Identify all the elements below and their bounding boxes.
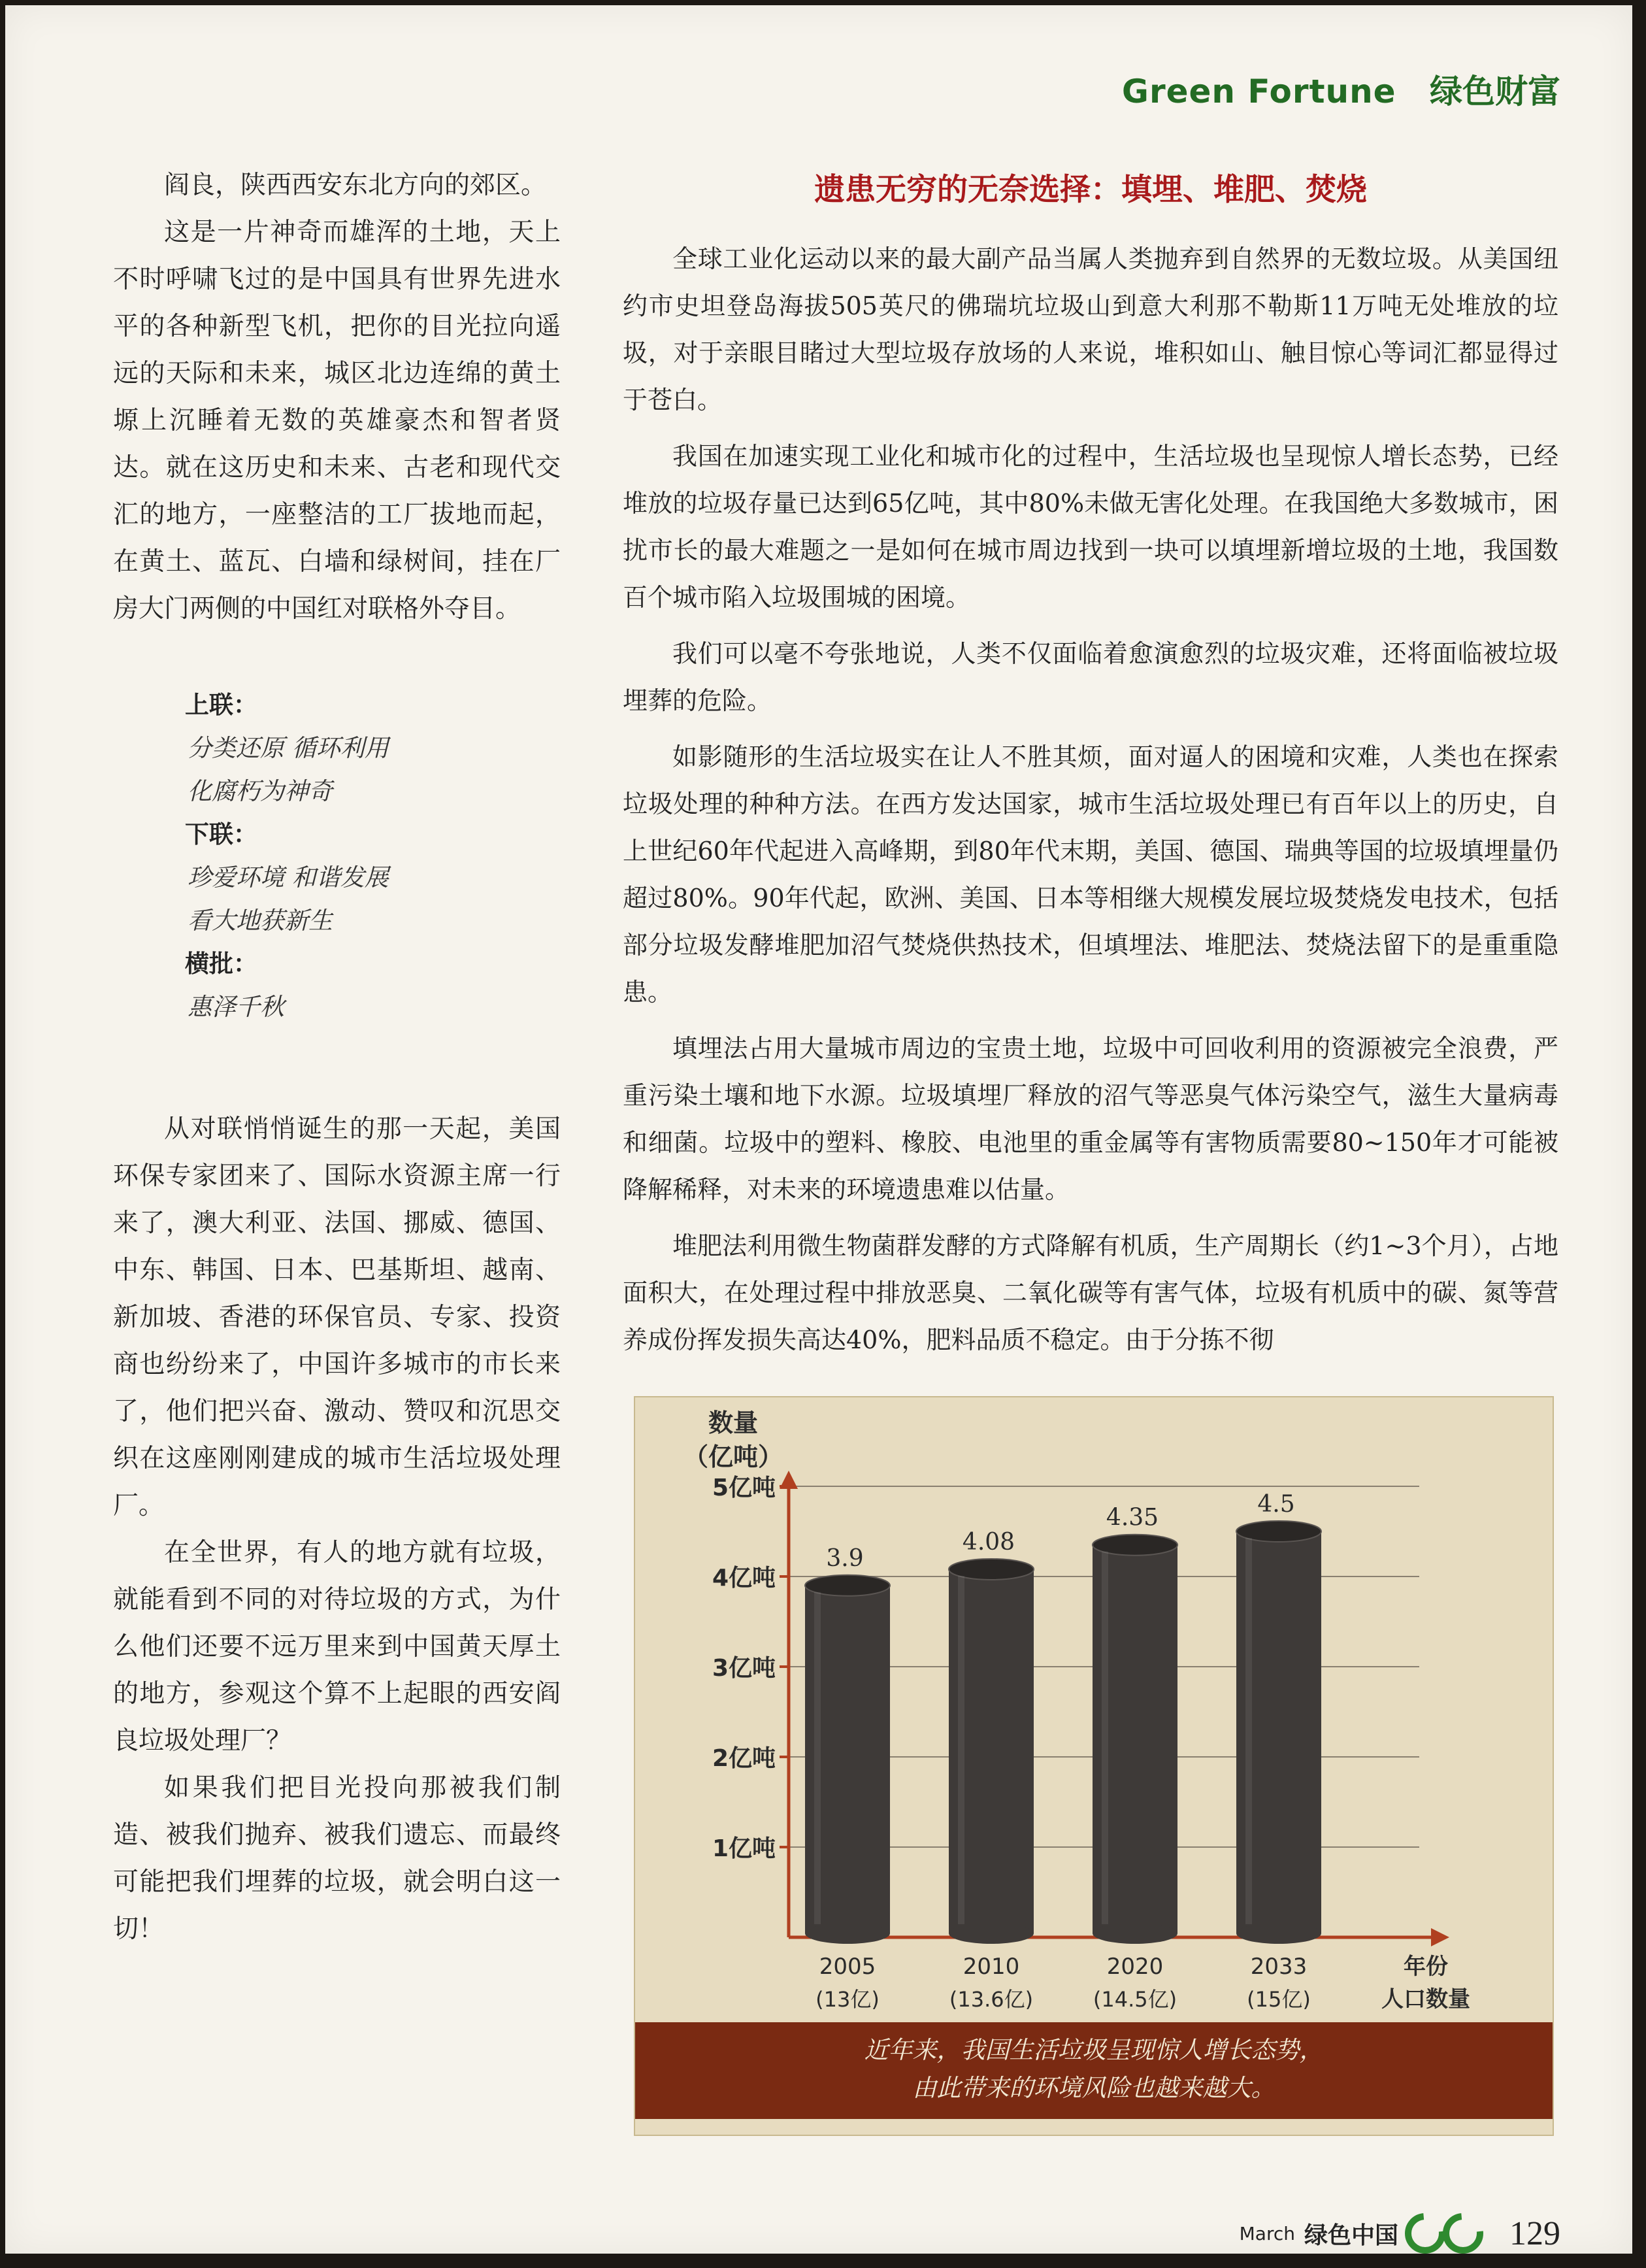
bar-highlight: [814, 1592, 821, 1924]
x-tick-label: 2020: [1106, 1954, 1164, 1980]
y-axis-label-unit: （亿吨）: [683, 1443, 783, 1471]
body-paragraph: 在全世界，有人的地方就有垃圾，就能看到不同的对待垃圾的方式，为什么他们还要不远万里来到中国黄天厚土的地方，参观这个算不上起眼的西安阎良垃圾处理厂？: [113, 1538, 561, 1756]
y-tick-label: 2亿吨: [712, 1745, 776, 1772]
bar-highlight: [1245, 1538, 1252, 1924]
body-paragraph: 从对联悄悄诞生的那一天起，美国环保专家团来了、国际水资源主席一行来了，澳大利亚、法国、挪威、德国、中东、韩国、日本、巴基斯坦、越南、新加坡、香港的环保官员、专家、投资商也纷纷来了，中国许多城市的市长来了，他们把兴奋、激动、赞叹和沉思交织在这座刚刚建成的城市生活垃圾处理厂。: [113, 1114, 561, 1520]
couplet-line: 珍爱环境 和谐发展: [188, 863, 389, 892]
data-label: 4.5: [1257, 1491, 1295, 1518]
x-tick-sublabel: (13亿): [815, 1987, 880, 2012]
data-label: 4.35: [1106, 1504, 1159, 1531]
header-english: Green Fortune: [1121, 73, 1396, 110]
y-tick-label: 4亿吨: [712, 1565, 776, 1592]
y-tick-label: 3亿吨: [712, 1655, 776, 1682]
section-title: 遗患无穷的无奈选择：填埋、堆肥、焚烧: [814, 172, 1367, 208]
caption-line: 近年来，我国生活垃圾呈现惊人增长态势，: [864, 2036, 1324, 2064]
couplet-line: 看大地获新生: [188, 907, 333, 935]
page-footer: [1240, 2213, 1560, 2254]
couplet-lower-label: 下联：: [185, 820, 257, 848]
x-tick-label: 2005: [819, 1954, 876, 1980]
data-label: 4.08: [962, 1528, 1015, 1556]
bar-highlight: [1102, 1552, 1108, 1924]
x-tick-label: 2010: [963, 1954, 1020, 1980]
data-label: 3.9: [826, 1544, 864, 1572]
bar-base: [949, 1923, 1034, 1944]
y-axis-arrow: [780, 1471, 798, 1489]
left-column: [113, 162, 561, 1953]
x-tick-label: 2033: [1250, 1954, 1308, 1980]
body-paragraph: 填埋法占用大量城市周边的宝贵土地，垃圾中可回收利用的资源被完全浪费，严重污染土壤和地下水源。垃圾填埋厂释放的沼气等恶臭气体污染空气，滋生大量病毒和细菌。垃圾中的塑料、橡胶、电池里的重金属等有害物质需要80~150年才可能被降解稀释，对未来的环境遗患难以估量。: [623, 1034, 1558, 1204]
couplet-upper-label: 上联：: [185, 691, 257, 719]
footer-magazine-name: 绿色中国: [1304, 2222, 1398, 2249]
body-paragraph: 堆肥法利用微生物菌群发酵的方式降解有机质，生产周期长（约1~3个月），占地面积大，在处理过程中排放恶臭、二氧化碳等有害气体，垃圾有机质中的碳、氮等营养成份挥发损失高达40%，肥料品质不稳定。由于分拣不彻: [623, 1231, 1558, 1354]
bar-base: [805, 1923, 890, 1944]
body-paragraph: 这是一片神奇而雄浑的土地，天上不时呼啸飞过的是中国具有世界先进水平的各种新型飞机，把你的目光拉向遥远的天际和未来，城区北边连绵的黄土塬上沉睡着无数的英雄豪杰和智者贤达。就在这历史和未来、古老和现代交汇的地方，一座整洁的工厂拔地而起，在黄土、蓝瓦、白墙和绿树间，挂在厂房大门两侧的中国红对联格外夺目。: [113, 218, 561, 624]
caption-line: 由此带来的环境风险也越来越大。: [912, 2074, 1276, 2102]
body-paragraph: 阎良，陕西西安东北方向的郊区。: [164, 171, 547, 200]
right-column: [623, 165, 1558, 1373]
footer-month: March: [1239, 2222, 1295, 2244]
body-paragraph: 如果我们把目光投向那被我们制造、被我们抛弃、被我们遗忘、而最终可能把我们埋葬的垃圾，就会明白这一切！: [113, 1773, 561, 1944]
couplet-line: 分类还原 循环利用: [188, 734, 389, 762]
page-number: 129: [1509, 2214, 1560, 2252]
body-paragraph: 全球工业化运动以来的最大副产品当属人类抛弃到自然界的无数垃圾。从美国纽约市史坦登岛海拔505英尺的佛瑞坑垃圾山到意大利那不勒斯11万吨无处堆放的垃圾，对于亲眼目睹过大型垃圾存放场的人来说，堆积如山、触目惊心等词汇都显得过于苍白。: [623, 244, 1558, 414]
chart-figure: [634, 1396, 1554, 2136]
bar-base: [1093, 1923, 1177, 1944]
magazine-logo-icon: [1405, 2213, 1483, 2254]
bar-highlight: [958, 1576, 964, 1924]
body-paragraph: 我国在加速实现工业化和城市化的过程中，生活垃圾也呈现惊人增长态势，已经堆放的垃圾存量已达到65亿吨，其中80%未做无害化处理。在我国绝大多数城市，困扰市长的最大难题之一是如何在城市周边找到一块可以填埋新增垃圾的土地，我国数百个城市陷入垃圾围城的困境。: [623, 442, 1558, 612]
x-axis-label: 年份: [1404, 1954, 1448, 1980]
couplet-line: 化腐朽为神奇: [188, 777, 333, 805]
x-tick-sublabel: (15亿): [1247, 1987, 1311, 2012]
couplet-line: 惠泽千秋: [188, 993, 284, 1021]
y-axis-label: 数量: [708, 1409, 759, 1437]
chart-caption: [635, 2022, 1553, 2119]
x-axis-label-population: 人口数量: [1381, 1986, 1470, 2012]
x-tick-sublabel: (13.6亿): [949, 1987, 1034, 2012]
body-paragraph: 如影随形的生活垃圾实在让人不胜其烦，面对逼人的困境和灾难，人类也在探索垃圾处理的种种方法。在西方发达国家，城市生活垃圾处理已有百年以上的历史，自上世纪60年代起进入高峰期，到80年代末期，美国、德国、瑞典等国的垃圾填埋量仍超过80%。90年代起，欧洲、美国、日本等相继大规模发展垃圾焚烧发电技术，包括部分垃圾发酵堆肥加沼气焚烧供热技术，但填埋法、堆肥法、焚烧法留下的是重重隐患。: [623, 742, 1558, 1007]
x-tick-sublabel: (14.5亿): [1093, 1987, 1177, 2012]
bar-base: [1236, 1923, 1321, 1944]
header-chinese: 绿色财富: [1430, 73, 1560, 110]
bar-chart: [635, 1397, 1553, 2022]
section-header: [1122, 65, 1560, 112]
body-paragraph: 我们可以毫不夸张地说，人类不仅面临着愈演愈烈的垃圾灾难，还将面临被垃圾埋葬的危险。: [623, 639, 1558, 715]
couplet-horizontal-label: 横批：: [185, 950, 257, 978]
magazine-page: [5, 5, 1632, 2254]
y-tick-label: 5亿吨: [712, 1475, 776, 1501]
y-tick-label: 1亿吨: [712, 1835, 776, 1862]
x-axis-arrow: [1431, 1928, 1449, 1946]
couplet-box: [185, 684, 561, 1029]
